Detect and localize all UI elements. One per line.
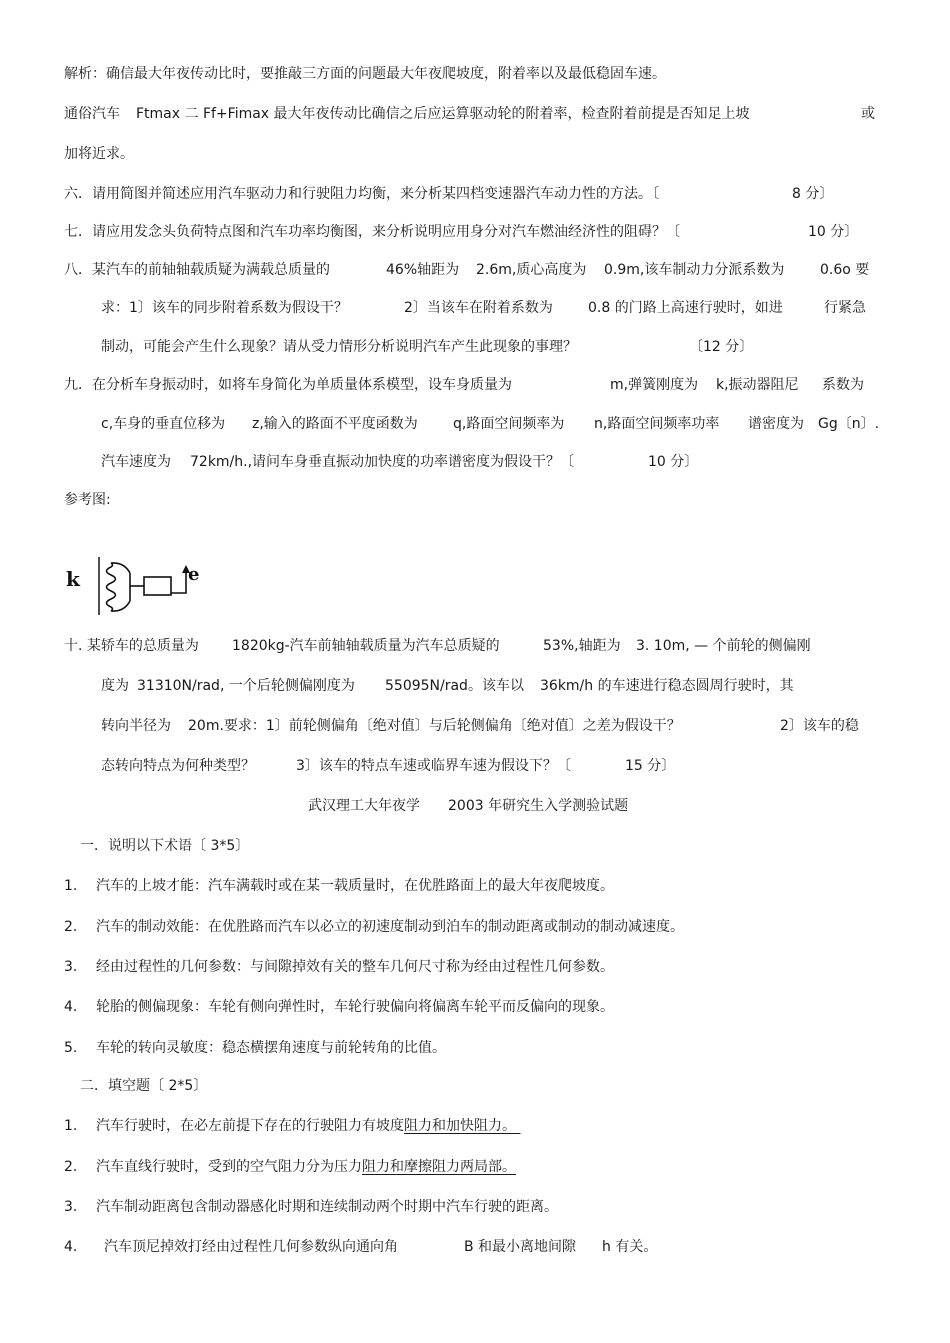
diagram-damper bbox=[111, 563, 130, 611]
question-10-line-2c: 55095N/rad。该车以 bbox=[385, 678, 524, 694]
question-9-score: 10 分〕 bbox=[648, 454, 699, 470]
question-9-line-2b: z,输入的路面不平度函数为 bbox=[252, 416, 418, 432]
analysis-line-2c: 或 bbox=[861, 106, 875, 122]
fill-2: 汽车直线行驶时，受到的空气阻力分为压力阻力和摩擦阻力两局部。 bbox=[96, 1159, 516, 1175]
spring-mass-diagram bbox=[64, 557, 209, 617]
question-10-line-2b: 31310N/rad, 一个后轮侧偏刚度为 bbox=[137, 678, 355, 694]
question-8-line-2d: 行紧急 bbox=[824, 300, 866, 316]
fill-4c: h 有关。 bbox=[602, 1239, 658, 1255]
term-3: 经由过程性的几何参数：与间隙掉效有关的整车几何尺寸称为经由过程性几何参数。 bbox=[96, 959, 614, 975]
question-9-line-2a: c,车身的垂直位移为 bbox=[101, 416, 226, 432]
fill-4b: B 和最小离地间隙 bbox=[464, 1239, 577, 1255]
fill-4a: 汽车顶尼掉效打经由过程性几何参数纵向通向角 bbox=[104, 1239, 398, 1255]
question-8-score: 〔12 分〕 bbox=[689, 339, 754, 355]
question-10-line-1b: 1820kg-汽车前轴轴载质量为汽车总质疑的 bbox=[232, 638, 500, 654]
question-8-line-1b: 46%轴距为 bbox=[386, 262, 460, 278]
diagram-label-e: e bbox=[188, 564, 200, 585]
fill-2-number: 2. bbox=[64, 1159, 78, 1175]
fill-1: 汽车行驶时，在必左前提下存在的行驶阻力有坡度阻力和加快阻力。 bbox=[96, 1118, 516, 1134]
question-8-line-1e: 0.6o 要 bbox=[820, 262, 870, 278]
question-9-line-1a: 九．在分析车身振动时，如将车身简化为单质量体系模型，设车身质量为 bbox=[64, 377, 512, 393]
question-10-line-2a: 度为 bbox=[101, 678, 129, 694]
analysis-line-3: 加将近求。 bbox=[64, 146, 134, 162]
question-10-line-3c: 2〕该车的稳 bbox=[780, 718, 859, 734]
fill-2-answer-1: 阻力和摩擦 bbox=[362, 1159, 432, 1175]
diagram-spring bbox=[107, 563, 116, 611]
analysis-line-2a: 通俗汽车 bbox=[64, 106, 120, 122]
analysis-line-2b: Ftmax 二 Ff+Fimax 最大年夜传动比确信之后应运算驱动轮的附着率，检查附着前提是否知足上坡 bbox=[136, 106, 750, 122]
question-10-line-1c: 53%,轴距为 bbox=[543, 638, 621, 654]
fill-1-number: 1. bbox=[64, 1118, 78, 1134]
question-10-line-4a: 态转向特点为何种类型？ bbox=[101, 758, 255, 774]
question-8-line-1d: 0.9m,该车制动力分派系数为 bbox=[604, 262, 785, 278]
question-9-line-1d: 系数为 bbox=[822, 377, 864, 393]
question-10-line-1d: 3. 10m, — 个前轮的侧偏刚 bbox=[636, 638, 811, 654]
section-2-heading: 二．填空题〔 2*5〕 bbox=[80, 1078, 208, 1094]
question-9-line-1b: m,弹簧刚度为 bbox=[610, 377, 699, 393]
fill-3-number: 3. bbox=[64, 1199, 78, 1215]
question-8-line-1a: 八．某汽车的前轴轴载质疑为满载总质量的 bbox=[64, 262, 330, 278]
term-1: 汽车的上坡才能：汽车满载时或在某一载质量时，在优胜路面上的最大年夜爬坡度。 bbox=[96, 878, 614, 894]
term-1-number: 1. bbox=[64, 878, 78, 894]
question-9-line-3a: 汽车速度为 bbox=[101, 454, 171, 470]
question-8-line-2a: 求：1〕该车的同步附着系数为假设干？ bbox=[101, 300, 348, 316]
term-5-number: 5. bbox=[64, 1040, 78, 1056]
question-10-line-4b: 3〕该车的特点车速或临界车速为假设下？〔 bbox=[296, 758, 571, 774]
question-9-line-3b: 72km/h.,请问车身垂直振动加快度的功率谱密度为假设干？〔 bbox=[190, 454, 575, 470]
question-8-line-3: 制动，可能会产生什么现象？请从受力情形分析说明汽车产生此现象的事理？ bbox=[101, 339, 577, 355]
section-1-heading: 一．说明以下术语〔 3*5〕 bbox=[80, 838, 250, 854]
question-6-score: 8 分〕 bbox=[792, 186, 834, 202]
question-10-line-1a: 十. 某轿车的总质量为 bbox=[64, 638, 199, 654]
term-3-number: 3. bbox=[64, 959, 78, 975]
fill-2-answer-2: 阻力两局部。 bbox=[432, 1159, 516, 1175]
question-7-score: 10 分〕 bbox=[808, 224, 859, 240]
exam-title-school: 武汉理工大年夜学 bbox=[308, 798, 420, 814]
term-2-number: 2. bbox=[64, 919, 78, 935]
fill-3: 汽车制动距离包含制动器感化时期和连续制动两个时期中汽车行驶的距离。 bbox=[96, 1199, 558, 1215]
exam-title-name: 2003 年研究生入学测验试题 bbox=[448, 798, 629, 814]
term-4-number: 4. bbox=[64, 999, 78, 1015]
question-8-line-2c: 0.8 的门路上高速行驶时，如进 bbox=[588, 300, 783, 316]
diagram-output-arrow bbox=[171, 571, 186, 593]
fill-1-answer: 阻力和加快阻力。 bbox=[404, 1118, 516, 1134]
question-10-line-3a: 转向半径为 bbox=[101, 718, 171, 734]
question-9-line-1c: k,振动器阻尼 bbox=[716, 377, 799, 393]
analysis-line-1: 解析：确信最大年夜传动比时，要推敲三方面的问题最大年夜爬坡度，附着率以及最低稳固车速。 bbox=[64, 66, 666, 82]
question-6: 六．请用简图并简述应用汽车驱动力和行驶阻力均衡，来分析某四档变速器汽车动力性的方法。〔 bbox=[64, 186, 659, 202]
diagram-mass-box bbox=[144, 577, 171, 595]
diagram-label-k: k bbox=[66, 567, 80, 591]
question-8-line-1c: 2.6m,质心高度为 bbox=[476, 262, 587, 278]
question-10-line-2d: 36km/h 的车速进行稳态圆周行驶时，其 bbox=[540, 678, 794, 694]
question-10-line-3b: 20m.要求：1〕前轮侧偏角〔绝对值〕与后轮侧偏角〔绝对值〕之差为假设干？ bbox=[188, 718, 681, 734]
term-2: 汽车的制动效能：在优胜路而汽车以必立的初速度制动到泊车的制动距离或制动的制动减速度。 bbox=[96, 919, 684, 935]
question-9-line-2e: 谱密度为 bbox=[748, 416, 804, 432]
question-9-line-2c: q,路面空间频率为 bbox=[453, 416, 565, 432]
fill-4-number: 4. bbox=[64, 1239, 78, 1255]
question-9-line-2d: n,路面空间频率功率 bbox=[594, 416, 720, 432]
term-5: 车轮的转向灵敏度：稳态横摆角速度与前轮转角的比值。 bbox=[96, 1040, 446, 1056]
question-7: 七．请应用发念头负荷特点图和汽车功率均衡图，来分析说明应用身分对汽车燃油经济性的阻碍？〔 bbox=[64, 224, 680, 240]
question-10-score: 15 分〕 bbox=[625, 758, 676, 774]
term-4: 轮胎的侧偏现象：车轮有侧向弹性时，车轮行驶偏向将偏离车轮平而反偏向的现象。 bbox=[96, 999, 614, 1015]
question-8-line-2b: 2〕当该车在附着系数为 bbox=[404, 300, 553, 316]
reference-figure-label: 参考图: bbox=[64, 492, 111, 508]
question-9-line-2f: Gg〔n〕. bbox=[818, 416, 880, 432]
